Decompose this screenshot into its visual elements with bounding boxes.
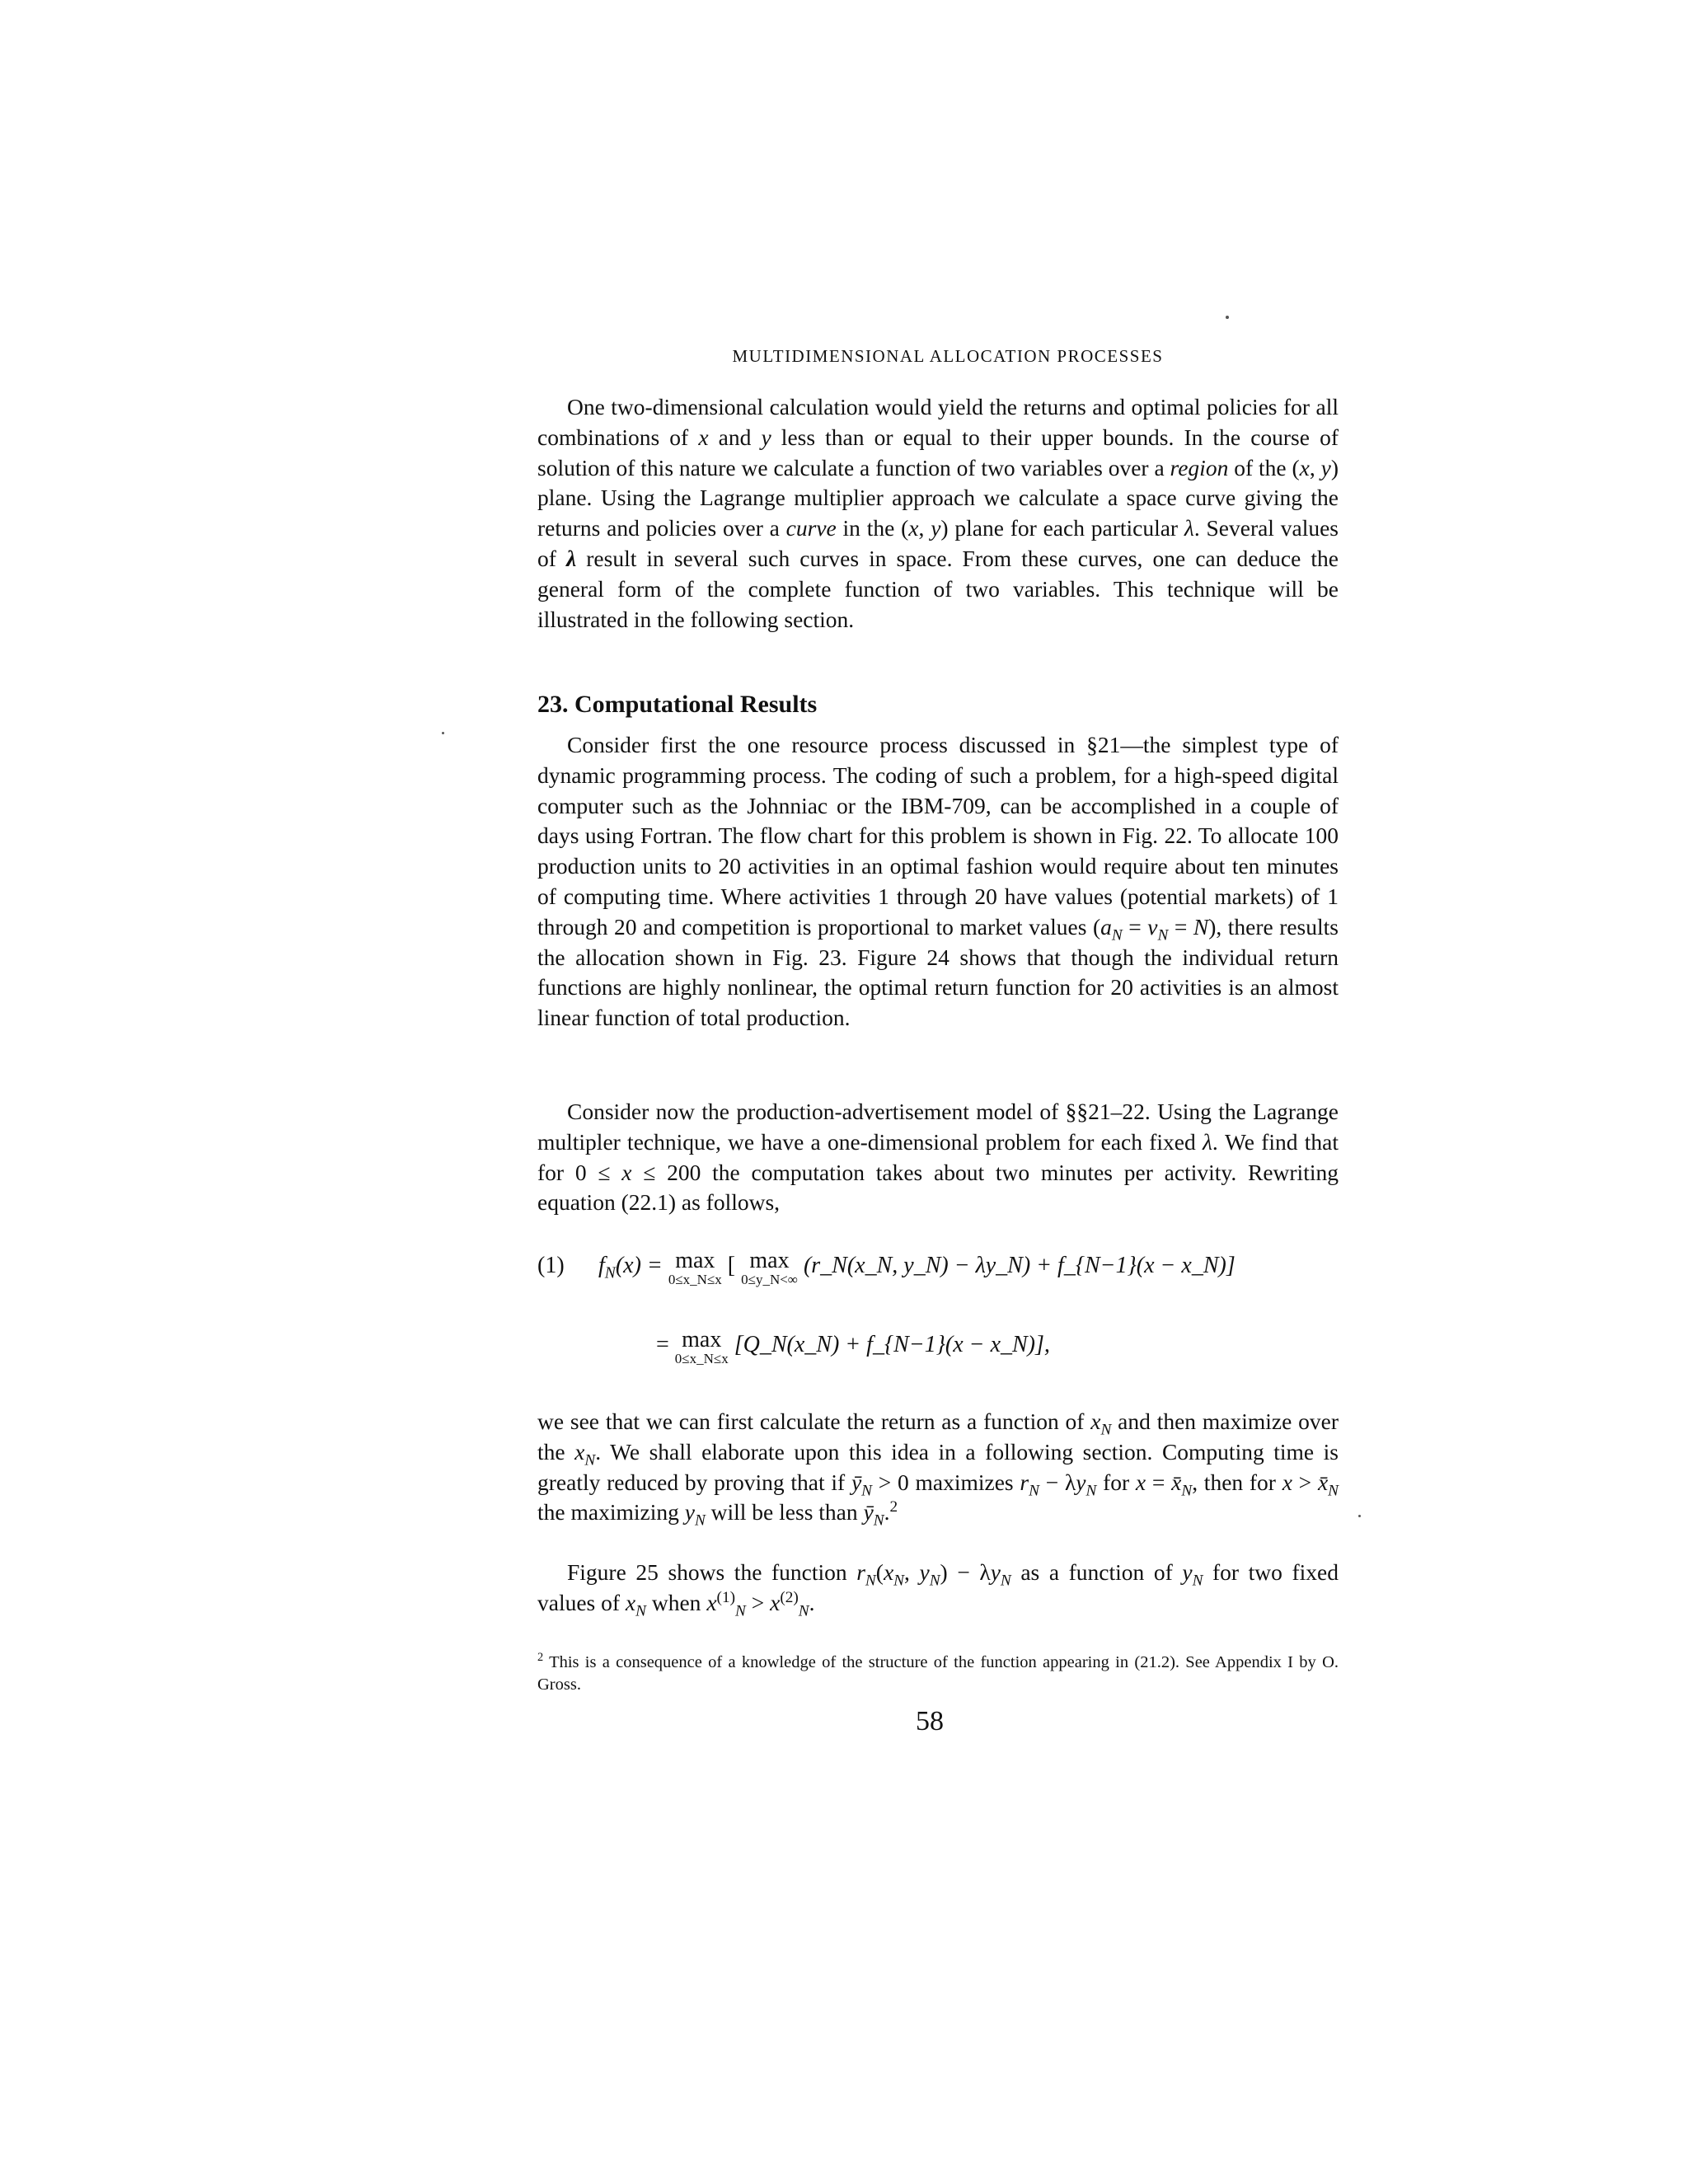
math-var: a [1100, 913, 1112, 940]
math-var: y [1182, 1559, 1193, 1585]
math-var: ȳ [863, 1499, 874, 1526]
text-run: less than or equal to their upper bounds. In the course of solution of this nature we calculate a function of two variables over a [537, 424, 1339, 480]
text-run: when [645, 1589, 707, 1615]
math-var: x̄ [1317, 1469, 1329, 1495]
math-sub: N [1181, 1482, 1193, 1500]
text-run: ) plane for each particular [940, 515, 1184, 541]
text-run: Consider now the production-advertisement model of §§21–22. Using the Lagrange multipler technique, we have a one-dimensional problem for each fixed [537, 1099, 1339, 1155]
running-head: MULTIDIMENSIONAL ALLOCATION PROCESSES [732, 346, 1164, 366]
math-expr: (r_N(x_N, y_N) − λy_N) + f_{N−1}(x − x_N)] [797, 1253, 1236, 1278]
text-run: Figure 25 shows the function [567, 1559, 857, 1585]
math-sub: N [861, 1482, 872, 1500]
max-range: 0≤y_N<∞ [741, 1272, 798, 1287]
text-run: . Several values of [537, 515, 1339, 571]
text-run: > 0 maximizes [872, 1469, 1020, 1495]
text-run: > [745, 1589, 771, 1615]
scan-speck [1358, 1515, 1361, 1517]
math-var: y [931, 515, 941, 541]
text-run: for two fixed values of [537, 1559, 1339, 1615]
math-var: x [908, 515, 919, 541]
math-sub: N [1085, 1482, 1097, 1500]
max-range: 0≤x_N≤x [668, 1272, 722, 1287]
math-sub: N [865, 1572, 876, 1590]
math-var: ȳ [851, 1469, 862, 1495]
footnote-marker: 2 [537, 1651, 544, 1665]
text-run: . We find that for 0 ≤ [537, 1128, 1339, 1185]
footnote-text: This is a consequence of a knowledge of the structure of the function appearing in (21.2). See Appendix I by O. Gross. [537, 1653, 1339, 1694]
text-run: > [1292, 1469, 1318, 1495]
math-sub: N [1192, 1572, 1203, 1590]
text-run: ) plane. Using the Lagrange multiplier approach we calculate a space curve giving the returns and policies over a [537, 454, 1339, 541]
math-var: x [621, 1159, 632, 1185]
text-run: Consider first the one resource process discussed in §21—the simplest type of dynamic programming process. The coding of such a problem, for a high-speed digital computer such as the Johnniac or the IBM-709, can be accomplished in a couple of days using Fortran. The flow chart for this problem is shown in Fig. 22. To allocate 100 production units to 20 activities in an optimal fashion would require about ten minutes of computing time. Where activities 1 through 20 have values (potential markets) of 1 through 20 and competition is proportional to market values ( [537, 732, 1339, 940]
text-run: . [884, 1499, 890, 1526]
math-var: λ [565, 545, 577, 571]
math-sub: N [1111, 926, 1123, 944]
text-run: for [1096, 1469, 1136, 1495]
equation-body [656, 1329, 1050, 1366]
math-var: x [1299, 454, 1310, 480]
math-sub: N [1157, 926, 1169, 944]
math-var: v [1147, 913, 1158, 940]
text-run: , [918, 515, 931, 541]
text-run: of the ( [1228, 454, 1300, 480]
emphasis: region [1170, 454, 1229, 480]
bracket: [ [721, 1253, 742, 1278]
text-run: result in several such curves in space. From these curves, one can deduce the general form of the complete function of two variables. This technique will be illustrated in the following section. [537, 545, 1339, 632]
text-run: , then for [1192, 1469, 1282, 1495]
max-range: 0≤x_N≤x [674, 1351, 729, 1366]
text-run: . [809, 1589, 815, 1615]
math-var: r [856, 1559, 865, 1585]
text-run: and [708, 424, 762, 450]
math-var: x [1135, 1469, 1146, 1495]
math-var: λ [1203, 1128, 1212, 1155]
max-operator [668, 1249, 722, 1287]
math-var: x [1282, 1469, 1292, 1495]
math-sub: N [694, 1511, 706, 1530]
text-run: we see that we can first calculate the return as a function of [537, 1408, 1091, 1434]
max-operator [741, 1249, 798, 1287]
math-sub: N [893, 1572, 904, 1590]
math-var: N [1193, 913, 1209, 940]
math-sup: (2) [780, 1588, 799, 1606]
math-var: x [883, 1559, 894, 1585]
math-var: r [1020, 1469, 1029, 1495]
text-run: will be less than [705, 1499, 864, 1526]
scan-speck [1226, 316, 1229, 319]
footnote-marker: 2 [889, 1498, 898, 1516]
math-expr: [Q_N(x_N) + f_{N−1}(x − x_N)], [728, 1332, 1050, 1357]
text-run: ) − λ [940, 1559, 991, 1585]
text-run: = [1122, 913, 1148, 940]
math-var: f [598, 1253, 605, 1278]
max-label: max [749, 1248, 790, 1273]
math-var: y [990, 1559, 1001, 1585]
text-run: − λ [1039, 1469, 1076, 1495]
paragraph-1 [537, 392, 1339, 635]
footnote [537, 1652, 1339, 1696]
text-run: = [1168, 913, 1193, 940]
text-run: ≤ 200 the computation takes about two minutes per activity. Rewriting equation (22.1) as follows, [537, 1159, 1339, 1216]
math-var: x [625, 1589, 636, 1615]
math-sub: N [1029, 1482, 1039, 1500]
max-label: max [682, 1327, 722, 1352]
math-sub: N [873, 1511, 884, 1530]
text-run: ), there results the allocation shown in Fig. 23. Figure 24 shows that though the individual return functions are highly nonlinear, the optimal return function for 20 activities is an almost linear function of total production. [537, 913, 1339, 1031]
math-var: y [919, 1559, 930, 1585]
paragraph-2 [537, 730, 1339, 1033]
text-run: One two-dimensional calculation would yield the returns and optimal policies for all combinations of [537, 394, 1339, 450]
math-sub: N [584, 1451, 596, 1469]
math-var: λ [1184, 515, 1194, 541]
math-var: x [698, 424, 709, 450]
math-sub: N [929, 1572, 940, 1590]
math-var: x [770, 1589, 781, 1615]
math-var: y [761, 424, 771, 450]
math-sub: N [635, 1602, 646, 1620]
max-label: max [675, 1248, 715, 1273]
math-sub: N [1000, 1572, 1011, 1590]
paragraph-5 [537, 1558, 1339, 1619]
text-run: , [1309, 454, 1321, 480]
math-sub: N [734, 1602, 746, 1620]
emphasis: curve [785, 515, 837, 541]
math-var: y [1320, 454, 1331, 480]
paragraph-4 [537, 1407, 1339, 1528]
math-sub: N [798, 1602, 809, 1620]
math-sub: N [1328, 1482, 1339, 1500]
paragraph-3 [537, 1097, 1339, 1218]
math-sub: N [1100, 1421, 1112, 1439]
text-run: and then maximize over the [537, 1408, 1339, 1465]
max-operator [675, 1329, 729, 1366]
math-var: x [574, 1438, 585, 1465]
math-var: y [1076, 1469, 1086, 1495]
equation-number: (1) [537, 1253, 565, 1278]
text-run: . We shall elaborate upon this idea in a following section. Computing time is greatly reduced by proving that if [537, 1438, 1339, 1495]
math-var: x [706, 1589, 717, 1615]
equation-body [598, 1249, 1236, 1287]
scan-speck [442, 732, 444, 734]
equals-sign: = [656, 1332, 675, 1357]
text-run: = [1146, 1469, 1172, 1495]
math-sup: (1) [716, 1588, 735, 1606]
text-run: in the ( [836, 515, 909, 541]
math-var: y [684, 1499, 695, 1526]
text-run: as a function of [1010, 1559, 1183, 1585]
section-heading: 23. Computational Results [537, 691, 818, 718]
math-var: x̄ [1171, 1469, 1182, 1495]
text-run: the maximizing [537, 1499, 685, 1526]
text-run: , [904, 1559, 920, 1585]
math-var: x [1090, 1408, 1101, 1434]
page-number: 58 [916, 1706, 944, 1736]
math-expr: (x) = [615, 1253, 668, 1278]
text-run: ( [875, 1559, 884, 1585]
math-sub: N [604, 1264, 616, 1282]
